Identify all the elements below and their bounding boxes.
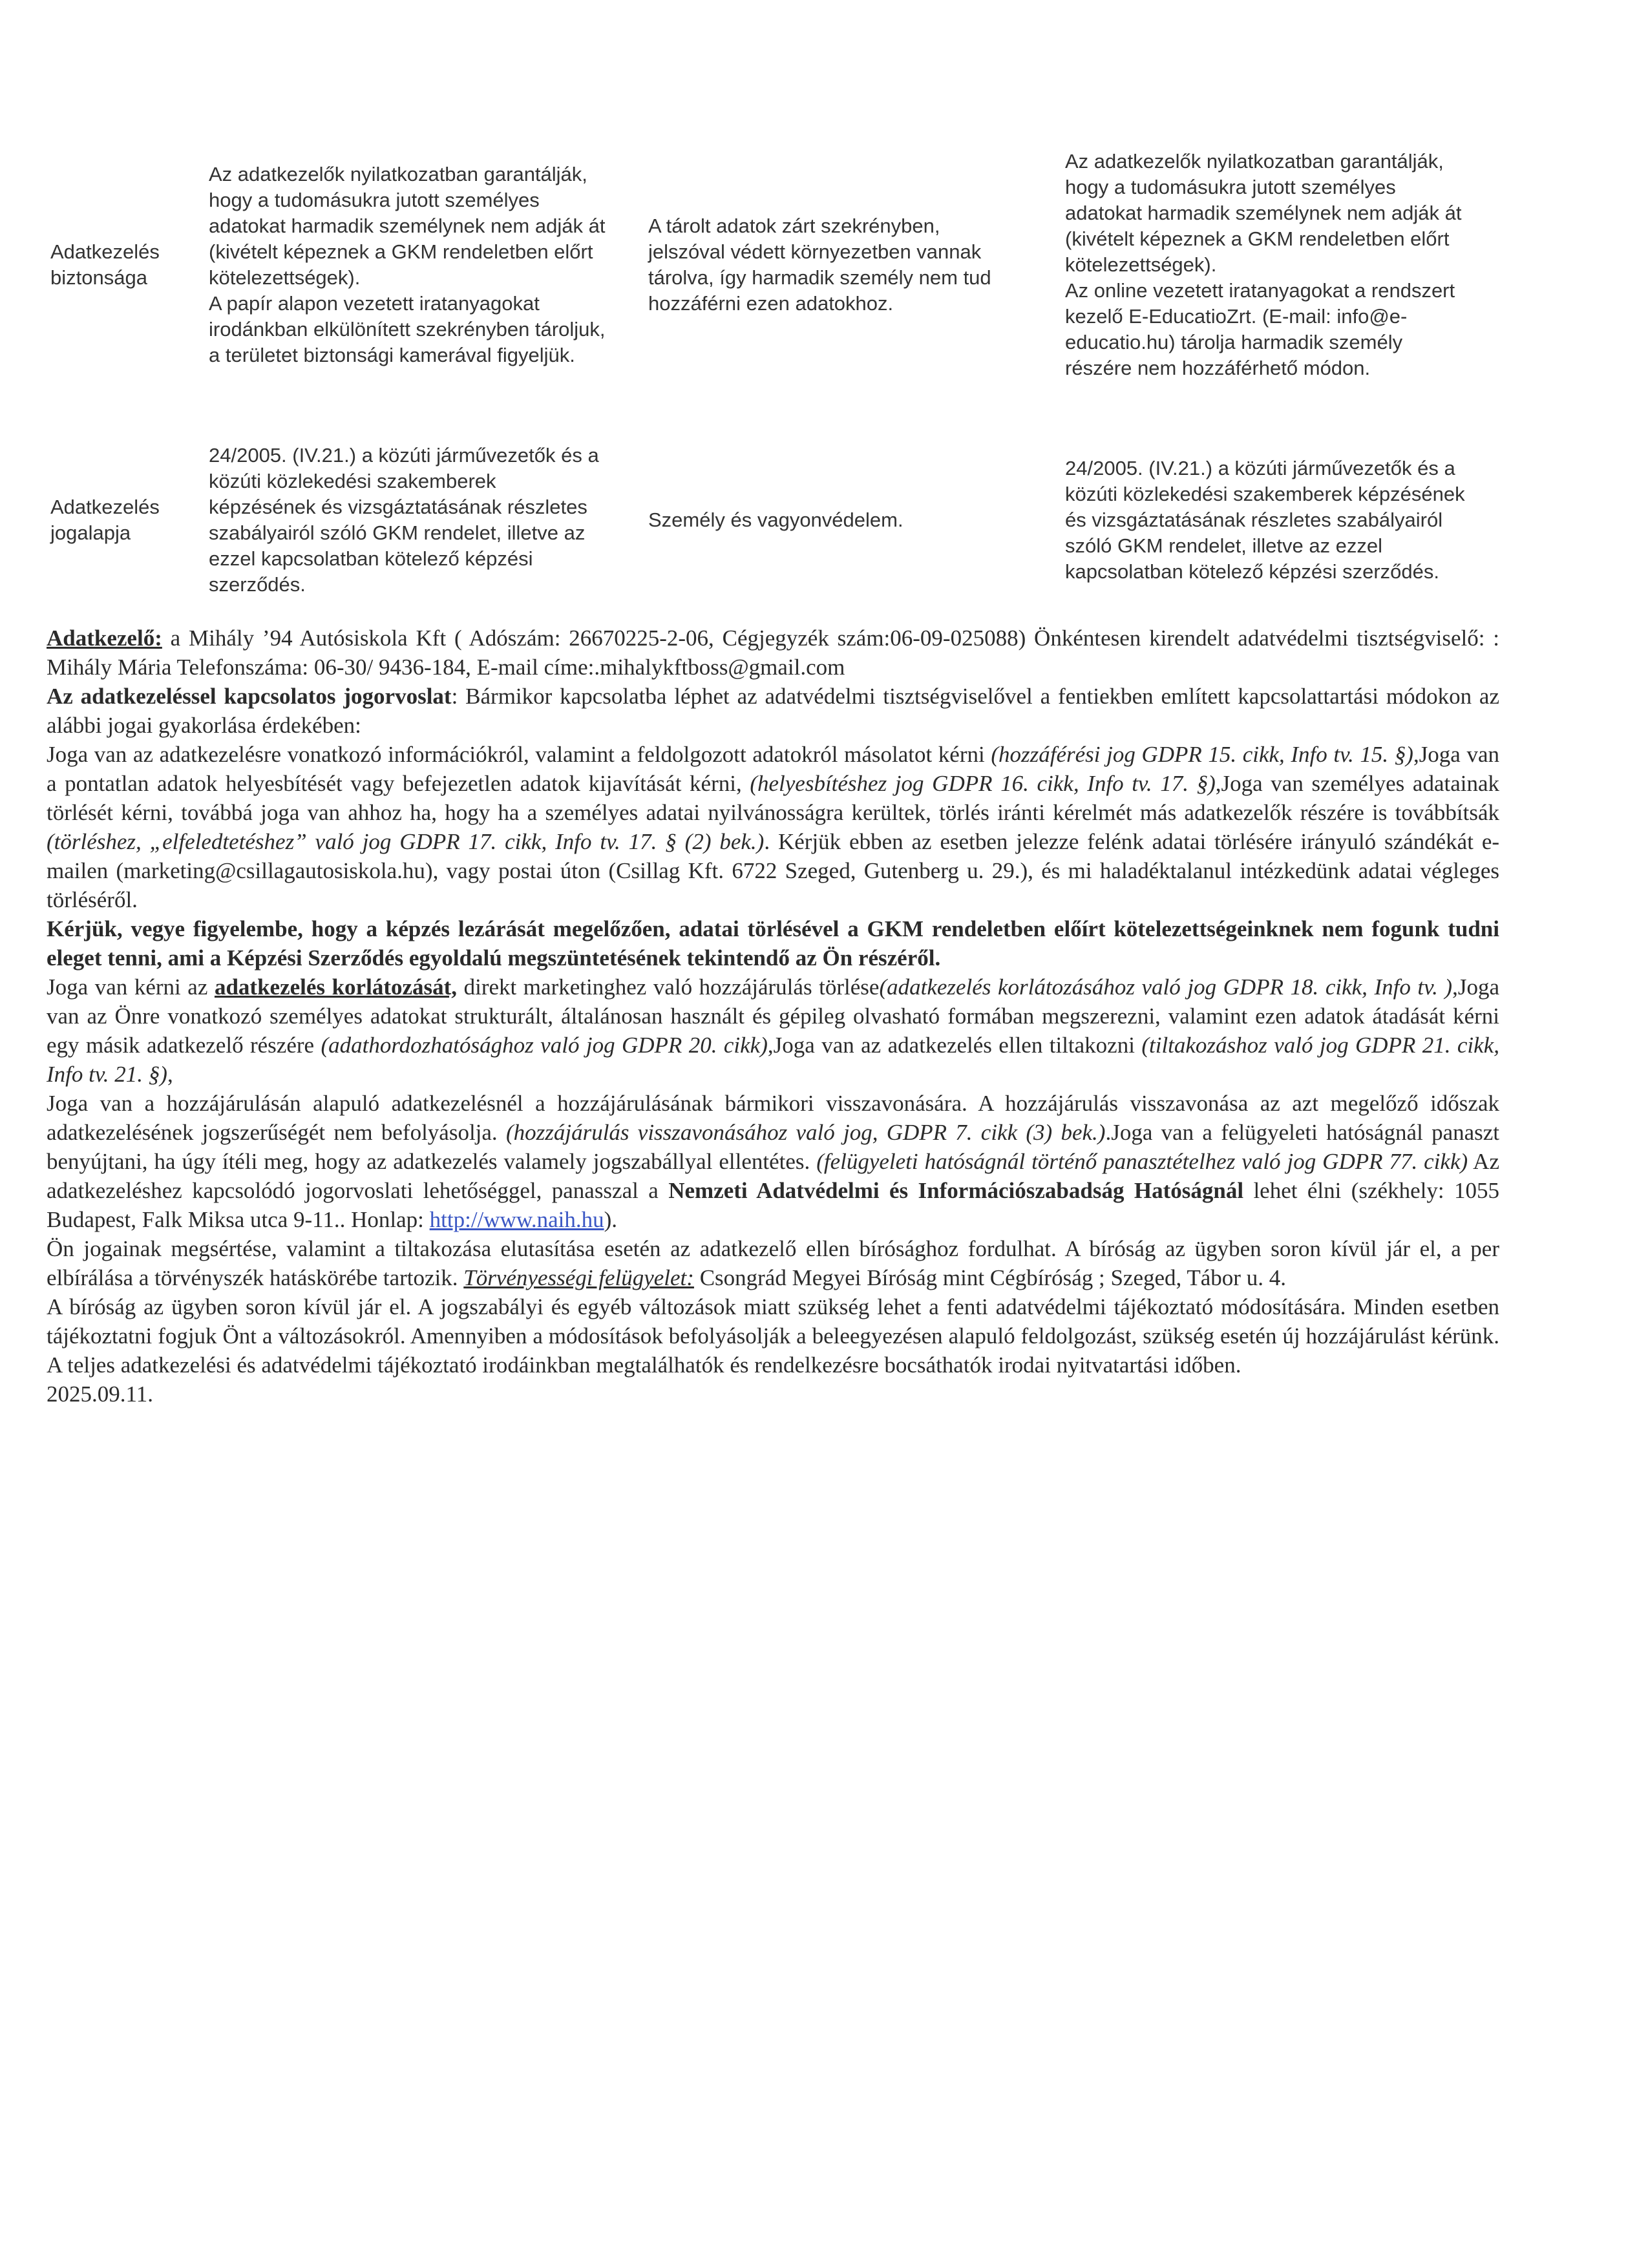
row-label: Adatkezelés biztonsága xyxy=(50,240,160,289)
text: , xyxy=(167,1062,173,1087)
text: Joga van a hozzájárulásán alapuló adatkezelésnél a hozzájárulásának bármikori visszavonására. A hozzájárulás visszavonása az azt megelőző időszak adatkezelésének jogszerűségét nem befolyásolja. xyxy=(47,1091,1499,1145)
court-paragraph xyxy=(47,1234,1499,1292)
citation: (tiltakozáshoz való jog GDPR 21. cikk, Info tv. 21. §) xyxy=(47,1033,1499,1087)
cell-col1: 24/2005. (IV.21.) a közúti járművezetők és a közúti közlekedési szakemberek képzésének és vizsgáztatásának részletes szabályairól szóló GKM rendelet, illetve az ezzel kapcsolatban kötelező képzési szerződés. xyxy=(209,444,599,596)
text: Ön jogainak megsértése, valamint a tiltakozása elutasítása esetén az adatkezelő ellen bírósághoz fordulhat. A bíróság az ügyben soron kívül jár el, a per elbírálása a törvényszék hatáskörébe tartozik. xyxy=(47,1236,1499,1290)
text: .Joga van a felügyeleti hatóságnál panaszt benyújtani, ha úgy ítéli meg, hogy az adatkezelés valamely jogszabállyal ellentétes. xyxy=(47,1120,1500,1174)
remedy-label: Az adatkezeléssel kapcsolatos jogorvoslat xyxy=(47,684,452,709)
final-paragraph: A bíróság az ügyben soron kívül jár el. A jogszabályi és egyéb változások miatt szükség lehet a fenti adatvédelmi tájékoztató módosítására. Minden esetben tájékoztatni fogjuk Önt a változásokról. Amennyiben a módosítások befolyásolják a beleegyezésen alapuló feldolgozást, szükség esetén új hozzájárulást kérünk. A teljes adatkezelési és adatvédelmi tájékoztató irodáinkban megtalálhatók és rendelkezésre bocsáthatók irodai nyitvatartási időben. xyxy=(47,1294,1499,1378)
cell-col3: 24/2005. (IV.21.) a közúti járművezetők és a közúti közlekedési szakemberek képzésének és vizsgáztatásának részletes szabályairól szóló GKM rendelet, illetve az ezzel kapcsolatban kötelező képzési szerződés. xyxy=(1065,457,1465,583)
citation: (törléshez, „elfeledtetéshez” való jog GDPR 17. cikk, Info tv. 17. § (2) bek.) xyxy=(47,829,765,854)
cell-col2: A tárolt adatok zárt szekrényben, jelszóval védett környezetben vannak tárolva, így harmadik személy nem tud hozzáférni ezen adatokhoz. xyxy=(648,215,991,315)
remedy-paragraph xyxy=(47,682,1499,740)
citation: (adathordozhatósághoz való jog GDPR 20. cikk) xyxy=(321,1033,768,1058)
authority-name: Nemzeti Adatvédelmi és Információszabadság Hatóságnál xyxy=(668,1178,1244,1203)
naih-link[interactable]: http://www.naih.hu xyxy=(429,1207,604,1232)
privacy-notice-body xyxy=(47,624,1499,1409)
controller-text: a Mihály ’94 Autósiskola Kft ( Adószám: 26670225-2-06, Cégjegyzék szám:06-09-025088) Önkéntesen kirendelt adatvédelmi tisztségviselő: : Mihály Mária Telefonszáma: 06-30/ 9436-184, E-mail címe:.mihalykftboss@gmail.com xyxy=(47,625,1499,680)
table-row-security xyxy=(50,149,1537,381)
citation: (hozzáférési jog GDPR 15. cikk, Info tv. 15. §) xyxy=(991,742,1413,767)
cell-col3: Az adatkezelők nyilatkozatban garantálják, hogy a tudomásukra jutott személyes adatokat harmadik személynek nem adják át (kivételt képeznek a GKM rendeletben előrt kötelezettségek). Az online vezetett iratanyagokat a rendszert kezelő E-EducatioZrt. (E-mail: info@e- educatio.hu) tárolja harmadik személy részére nem hozzáférhető módon. xyxy=(1065,150,1462,379)
table-row-legal-basis xyxy=(50,426,1537,614)
document-date: 2025.09.11. xyxy=(47,1381,153,1407)
controller-paragraph xyxy=(47,624,1499,682)
citation: (hozzájárulás visszavonásához való jog, GDPR 7. cikk (3) bek.) xyxy=(505,1120,1106,1145)
warning-paragraph: Kérjük, vegye figyelembe, hogy a képzés lezárását megelőzően, adatai törlésével a GKM rendeletben előírt kötelezettségeinknek nem fogunk tudni eleget tenni, ami a Képzési Szerződés egyoldalú megszüntetésének tekintendő az Ön részéről. xyxy=(47,916,1499,971)
remedy-text: : Bármikor kapcsolatba léphet az adatvédelmi tisztségviselővel a fentiekben említett kapcsolattartási módokon az alábbi jogai gyakorlása érdekében: xyxy=(47,684,1499,738)
controller-label: Adatkezelő: xyxy=(47,625,162,651)
text: direkt marketinghez való hozzájárulás törlése xyxy=(457,974,880,1000)
cell-col2: Személy és vagyonvédelem. xyxy=(648,509,903,531)
text: ). xyxy=(604,1207,617,1232)
rights-paragraph-3 xyxy=(47,1089,1499,1234)
text: ,Joga van személyes adatainak törlését kérni, továbbá joga van ahhoz ha, hogy ha a személyes adatai nyilvánosságra kerültek, törlés iránti kérelmét más adatkezelők részére is továbbítsák xyxy=(47,771,1499,825)
rights-paragraph-2 xyxy=(47,972,1499,1089)
text: ,Joga van az adatkezelés ellen tiltakozni xyxy=(767,1033,1142,1058)
text: ,Joga van az Önre vonatkozó személyes adatokat strukturált, általánosan használt és gépileg olvasható formában megszerezni, valamint ezen adatok átadását kérni egy másik adatkezelő részére xyxy=(47,974,1499,1058)
citation: (adatkezelés korlátozásához való jog GDPR 18. cikk, Info tv. ) xyxy=(879,974,1453,1000)
citation: (felügyeleti hatóságnál történő panasztételhez való jog GDPR 77. cikk) xyxy=(816,1149,1468,1174)
text: Csongrád Megyei Bíróság mint Cégbíróság ; Szeged, Tábor u. 4. xyxy=(693,1265,1286,1290)
data-processing-table xyxy=(50,149,1537,614)
text: lehet élni (székhely: 1055 Budapest, Falk Miksa utca 9-11.. Honlap: xyxy=(47,1178,1499,1232)
cell-col1: Az adatkezelők nyilatkozatban garantálják, hogy a tudomásukra jutott személyes adatokat harmadik személynek nem adják át (kivételt képeznek a GKM rendeletben előrt kötelezettségek). A papír alapon vezetett iratanyagokat irodánkban elkülönített szekrényben tároljuk, a területet biztonsági kamerával figyeljük. xyxy=(209,163,606,366)
citation: (helyesbítéshez jog GDPR 16. cikk, Info tv. 17. §) xyxy=(750,771,1216,796)
rights-paragraph-1 xyxy=(47,740,1499,914)
supervision-label: Törvényességi felügyelet: xyxy=(463,1265,694,1290)
text: Joga van az adatkezelésre vonatkozó információkról, valamint a feldolgozott adatokról másolatot kérni xyxy=(47,742,991,767)
row-label: Adatkezelés jogalapja xyxy=(50,496,160,544)
text: Az adatkezeléshez kapcsolódó jogorvoslati lehetőséggel, panasszal a xyxy=(47,1149,1499,1203)
text: ,Joga van a pontatlan adatok helyesbítését vagy befejezetlen adatok kijavítását kérni, xyxy=(47,742,1499,796)
text: Joga van kérni az xyxy=(47,974,215,1000)
text: . Kérjük ebben az esetben jelezze felénk adatai törlésére irányuló szándékát e-mailen (marketing@csillagautosiskola.hu), vagy postai úton (Csillag Kft. 6722 Szeged, Gutenberg u. 29.), és mi haladéktalanul intézkedünk adatai végleges törléséről. xyxy=(47,829,1500,912)
emphasis: adatkezelés korlátozását, xyxy=(214,974,458,1000)
